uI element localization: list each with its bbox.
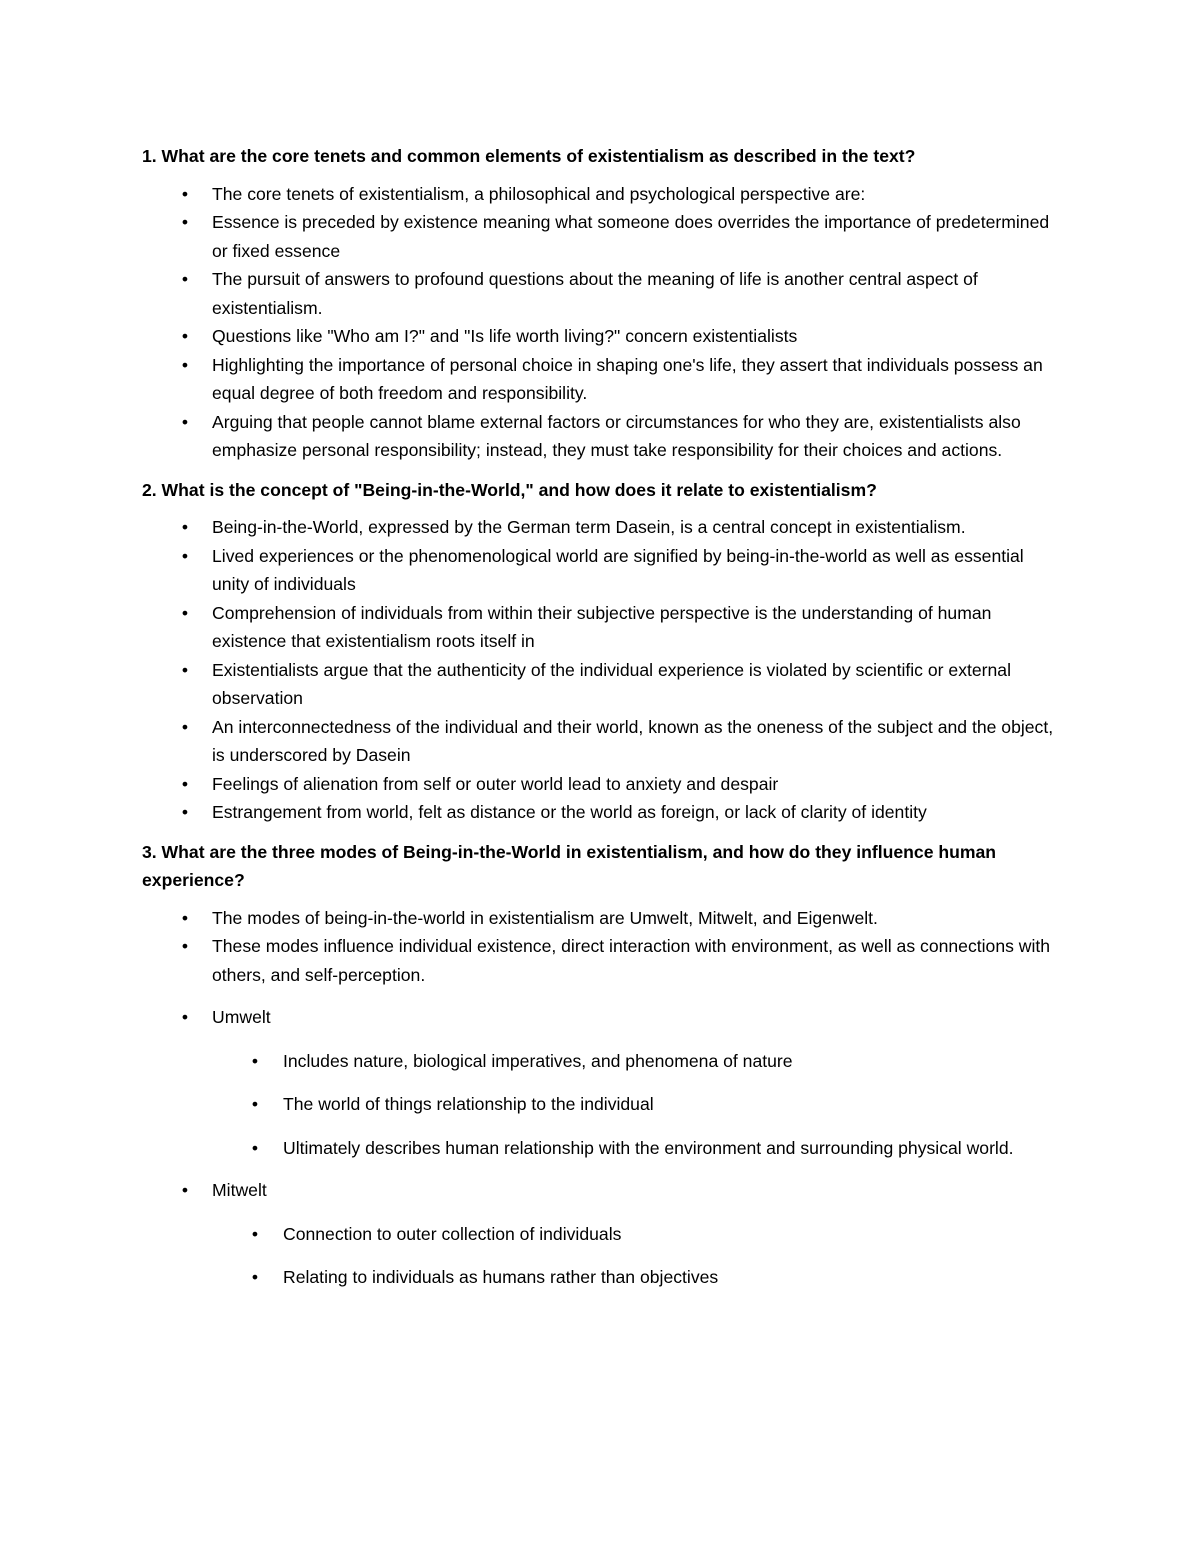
umwelt-sub-list — [142, 1047, 1060, 1163]
list-item — [142, 713, 1060, 770]
bullet-icon: • — [181, 545, 189, 566]
list-item — [142, 770, 1060, 799]
bullet-icon: • — [181, 183, 189, 204]
sub-list-item-text: Includes nature, biological imperatives, and phenomena of nature — [283, 1050, 793, 1071]
bullet-icon: • — [251, 1137, 259, 1158]
bullet-icon: • — [181, 326, 189, 346]
list-item — [142, 351, 1060, 408]
sub-list-item-text: Connection to outer collection of individuals — [283, 1223, 622, 1244]
list-item — [142, 265, 1060, 322]
list-item-text: Questions like "Who am I?" and "Is life worth living?" concern existentialists — [212, 326, 798, 346]
question-2-list — [142, 513, 1060, 827]
list-item-text: Existentialists argue that the authenticity of the individual experience is violated by scientific or external observation — [212, 659, 1011, 708]
list-item-text: The pursuit of answers to profound questions about the meaning of life is another central aspect of existentialism. — [212, 269, 978, 318]
question-1-section — [142, 142, 1060, 465]
list-item-text: Arguing that people cannot blame external factors or circumstances for who they are, existentialists also emphasize personal responsibility; instead, they must take responsibility for their choices and actions. — [212, 411, 1021, 460]
sub-list-item — [142, 1263, 1060, 1292]
mitwelt-sub-list — [142, 1220, 1060, 1292]
bullet-icon: • — [181, 269, 189, 289]
mode-label-text: Mitwelt — [212, 1180, 267, 1200]
sub-list-item-text: The world of things relationship to the individual — [283, 1094, 654, 1114]
mode-label-text: Umwelt — [212, 1007, 271, 1027]
bullet-icon: • — [181, 773, 189, 794]
question-3-heading: 3. What are the three modes of Being-in-the-World in existentialism, and how do they influence human experience? — [142, 841, 997, 890]
question-2-heading: 2. What is the concept of "Being-in-the-World," and how does it relate to existentialism? — [142, 479, 877, 500]
list-item — [142, 322, 1060, 351]
list-item — [142, 408, 1060, 465]
bullet-icon: • — [181, 659, 189, 680]
list-item — [142, 904, 1060, 933]
bullet-icon: • — [181, 212, 189, 232]
document-content — [142, 142, 1060, 1292]
list-item-text: Essence is preceded by existence meaning what someone does overrides the importance of predetermined or fixed essence — [212, 212, 1050, 261]
list-item-text: The modes of being-in-the-world in existentialism are Umwelt, Mitwelt, and Eigenwelt. — [212, 907, 878, 928]
list-item — [142, 542, 1060, 599]
sub-list-item — [142, 1047, 1060, 1076]
list-item — [142, 599, 1060, 656]
question-1-list — [142, 180, 1060, 465]
bullet-icon: • — [181, 411, 189, 432]
bullet-icon: • — [181, 802, 189, 822]
list-item — [142, 208, 1060, 265]
bullet-icon: • — [181, 716, 189, 737]
list-item-text: Feelings of alienation from self or outer world lead to anxiety and despair — [212, 773, 779, 794]
list-item — [142, 932, 1060, 989]
sub-list-item — [142, 1134, 1060, 1163]
bullet-icon: • — [181, 907, 189, 928]
bullet-icon: • — [181, 1007, 189, 1027]
list-item-text: These modes influence individual existence, direct interaction with environment, as well as connections with others, and self-perception. — [212, 936, 1051, 985]
bullet-icon: • — [181, 936, 189, 956]
bullet-icon: • — [251, 1223, 259, 1244]
sub-list-item-text: Ultimately describes human relationship with the environment and surrounding physical world. — [283, 1137, 1014, 1158]
bullet-icon: • — [181, 354, 189, 375]
question-3-section — [142, 838, 1060, 1292]
question-1-heading: 1. What are the core tenets and common elements of existentialism as described in the text? — [142, 146, 916, 166]
list-item — [142, 798, 1060, 827]
bullet-icon: • — [181, 602, 189, 623]
list-item — [142, 513, 1060, 542]
list-item — [142, 180, 1060, 209]
mode-umwelt — [142, 1003, 1060, 1162]
sub-list-item — [142, 1090, 1060, 1119]
sub-list-item — [142, 1220, 1060, 1249]
list-item-text: Being-in-the-World, expressed by the German term Dasein, is a central concept in existentialism. — [212, 517, 966, 537]
bullet-icon: • — [251, 1050, 259, 1071]
mode-label — [142, 1003, 1060, 1032]
bullet-icon: • — [251, 1094, 259, 1114]
sub-list-item-text: Relating to individuals as humans rather than objectives — [283, 1267, 719, 1287]
list-item-text: An interconnectedness of the individual and their world, known as the oneness of the subject and the object, is underscored by Dasein — [212, 716, 1054, 765]
bullet-icon: • — [181, 517, 189, 537]
list-item-text: Comprehension of individuals from within their subjective perspective is the understanding of human existence that existentialism roots itself in — [212, 602, 992, 651]
list-item-text: Highlighting the importance of personal choice in shaping one's life, they assert that individuals possess an equal degree of both freedom and responsibility. — [212, 354, 1043, 403]
mode-label — [142, 1176, 1060, 1205]
list-item-text: Lived experiences or the phenomenological world are signified by being-in-the-world as well as essential unity of individuals — [212, 545, 1024, 594]
bullet-icon: • — [181, 1180, 189, 1200]
mode-mitwelt — [142, 1176, 1060, 1292]
question-3-list — [142, 904, 1060, 990]
bullet-icon: • — [251, 1267, 259, 1287]
list-item — [142, 656, 1060, 713]
question-2-section — [142, 476, 1060, 827]
list-item-text: Estrangement from world, felt as distance or the world as foreign, or lack of clarity of identity — [212, 802, 927, 822]
list-item-text: The core tenets of existentialism, a philosophical and psychological perspective are: — [212, 183, 866, 204]
